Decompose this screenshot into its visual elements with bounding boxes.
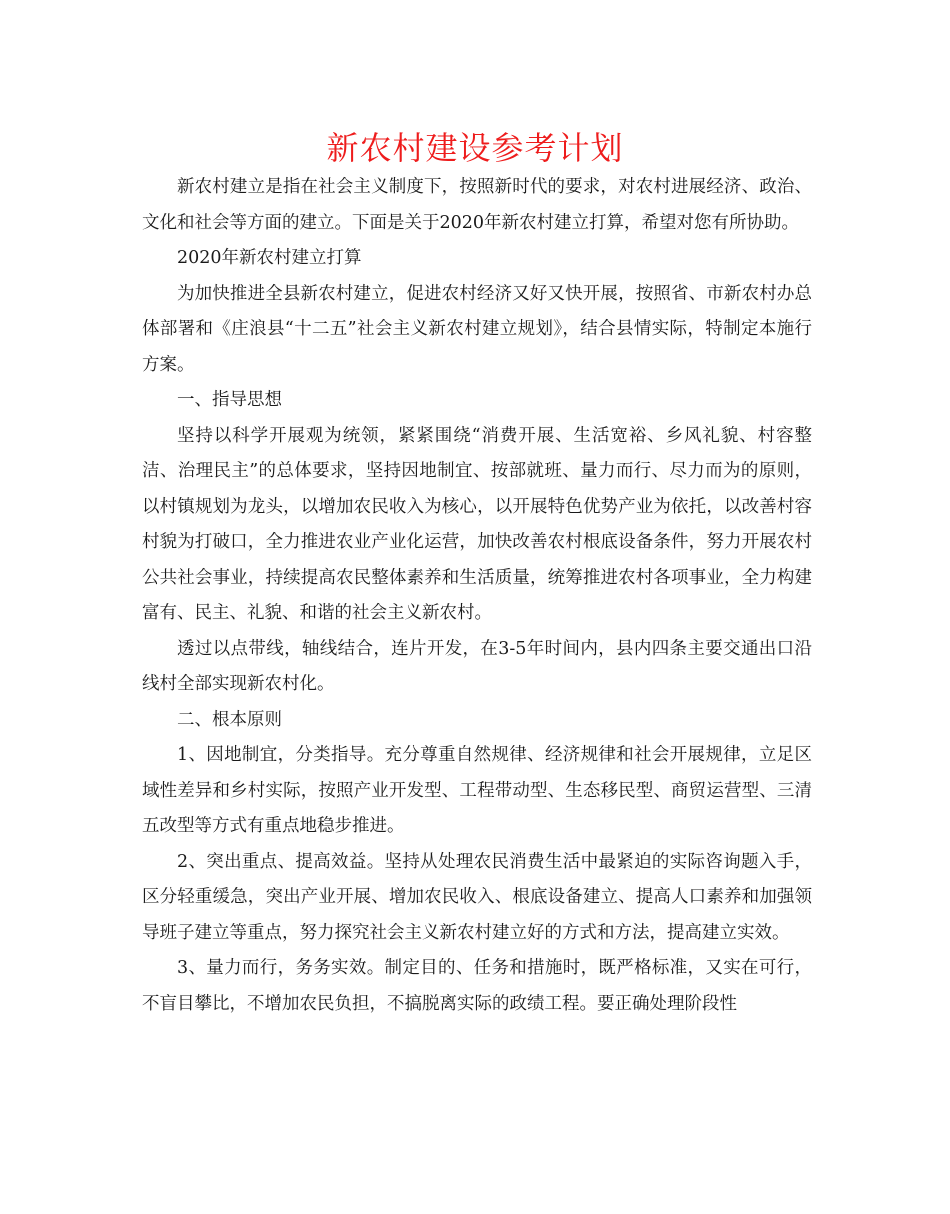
principle-paragraph-2: 2、突出重点、提高效益。坚持从处理农民消费生活中最紧迫的实际咨询题入手，区分轻重缓急，突出产业开展、增加农民收入、根底设备建立、提高人口素养和加强领导班子建立等重点，努力探究社会主义新农村建立好的方式和方法，提高建立实效。 — [142, 851, 812, 943]
principle-paragraph-3: 3、量力而行，务务实效。制定目的、任务和措施时，既严格标准，又实在可行，不盲目攀比，不增加农民负担，不搞脱离实际的政绩工程。要正确处理阶段性 — [142, 958, 812, 1014]
preface-paragraph: 为加快推进全县新农村建立，促进农村经济又好又快开展，按照省、市新农村办总体部署和《庄浪县“十二五”社会主义新农村建立规划》，结合县情实际，特制定本施行方案。 — [142, 283, 812, 375]
document-title: 新农村建设参考计划 — [326, 129, 624, 167]
guiding-ideology-paragraph: 坚持以科学开展观为统领，紧紧围绕“消费开展、生活宽裕、乡风礼貌、村容整洁、治理民主”的总体要求，坚持因地制宜、按部就班、量力而行、尽力而为的原则，以村镇规划为龙头，以增加农民收入为核心，以开展特色优势产业为依托，以改善村容村貌为打破口，全力推进农业产业化运营，加快改善农村根底设备条件，努力开展农村公共社会事业，持续提高农民整体素养和生活质量，统筹推进农村各项事业，全力构建富有、民主、礼貌、和谐的社会主义新农村。 — [142, 425, 812, 623]
section-heading-guiding-ideology: 一、指导思想 — [177, 390, 282, 410]
intro-paragraph: 新农村建立是指在社会主义制度下，按照新时代的要求，对农村进展经济、政治、文化和社会等方面的建立。下面是关于2020年新农村建立打算，希望对您有所协助。 — [142, 177, 812, 233]
goal-paragraph: 透过以点带线，轴线结合，连片开发，在3-5年时间内，县内四条主要交通出口沿线村全部实现新农村化。 — [142, 638, 812, 694]
document-body — [142, 170, 812, 1022]
subheading-plan: 2020年新农村建立打算 — [177, 248, 362, 268]
principle-paragraph-1: 1、因地制宜，分类指导。充分尊重自然规律、经济规律和社会开展规律，立足区域性差异和乡村实际，按照产业开发型、工程带动型、生态移民型、商贸运营型、三清五改型等方式有重点地稳步推进。 — [142, 745, 812, 836]
section-heading-principles: 二、根本原则 — [177, 709, 282, 730]
